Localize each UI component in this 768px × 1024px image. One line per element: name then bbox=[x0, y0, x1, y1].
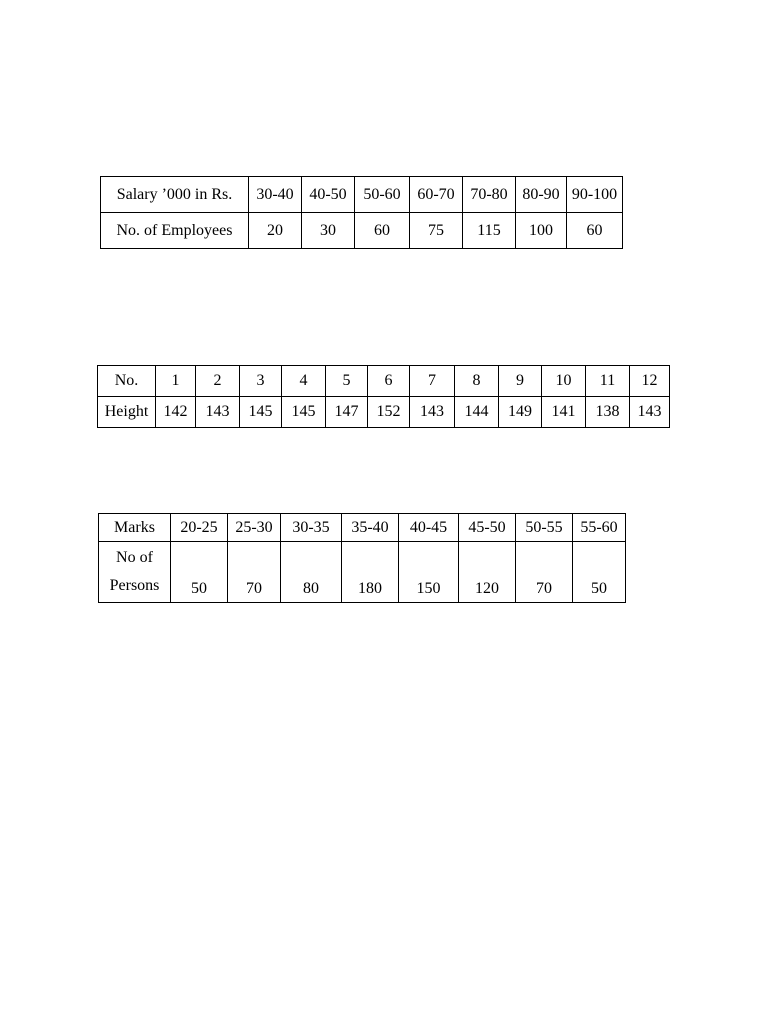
number-cell: 4 bbox=[282, 366, 326, 397]
number-cell: 7 bbox=[410, 366, 455, 397]
height-cell: 138 bbox=[586, 397, 630, 428]
number-row bbox=[98, 366, 670, 397]
height-cell: 145 bbox=[282, 397, 326, 428]
height-cell: 149 bbox=[499, 397, 542, 428]
number-cell: 10 bbox=[542, 366, 586, 397]
marks-header: Marks bbox=[99, 514, 171, 542]
salary-range-row bbox=[101, 177, 623, 213]
height-cell: 147 bbox=[326, 397, 368, 428]
marks-range-cell: 25-30 bbox=[228, 514, 281, 542]
number-cell: 5 bbox=[326, 366, 368, 397]
persons-cell: 50 bbox=[573, 542, 626, 603]
height-cell: 143 bbox=[196, 397, 240, 428]
marks-range-cell: 40-45 bbox=[399, 514, 459, 542]
persons-cell: 180 bbox=[342, 542, 399, 603]
marks-range-cell: 30-35 bbox=[281, 514, 342, 542]
height-header: Height bbox=[98, 397, 156, 428]
number-cell: 12 bbox=[630, 366, 670, 397]
number-cell: 11 bbox=[586, 366, 630, 397]
height-cell: 142 bbox=[156, 397, 196, 428]
number-cell: 2 bbox=[196, 366, 240, 397]
number-header: No. bbox=[98, 366, 156, 397]
salary-range-cell: 40-50 bbox=[302, 177, 355, 213]
employee-count-cell: 20 bbox=[249, 213, 302, 249]
salary-row-header: Salary ’000 in Rs. bbox=[101, 177, 249, 213]
persons-cell: 150 bbox=[399, 542, 459, 603]
employee-count-cell: 30 bbox=[302, 213, 355, 249]
marks-range-cell: 20-25 bbox=[171, 514, 228, 542]
height-cell: 141 bbox=[542, 397, 586, 428]
number-cell: 6 bbox=[368, 366, 410, 397]
salary-range-cell: 60-70 bbox=[410, 177, 463, 213]
height-cell: 143 bbox=[630, 397, 670, 428]
height-cell: 144 bbox=[455, 397, 499, 428]
persons-cell: 50 bbox=[171, 542, 228, 603]
number-cell: 8 bbox=[455, 366, 499, 397]
employee-count-cell: 75 bbox=[410, 213, 463, 249]
height-table bbox=[97, 365, 670, 428]
height-cell: 145 bbox=[240, 397, 282, 428]
marks-range-row bbox=[99, 514, 626, 542]
number-cell: 1 bbox=[156, 366, 196, 397]
number-cell: 3 bbox=[240, 366, 282, 397]
marks-range-cell: 35-40 bbox=[342, 514, 399, 542]
marks-range-cell: 50-55 bbox=[516, 514, 573, 542]
persons-cell: 70 bbox=[228, 542, 281, 603]
number-cell: 9 bbox=[499, 366, 542, 397]
salary-range-cell: 90-100 bbox=[567, 177, 623, 213]
employee-count-cell: 100 bbox=[516, 213, 567, 249]
salary-range-cell: 80-90 bbox=[516, 177, 567, 213]
employee-count-cell: 60 bbox=[567, 213, 623, 249]
salary-range-cell: 30-40 bbox=[249, 177, 302, 213]
persons-header-line-1: No of bbox=[116, 549, 153, 566]
persons-cell: 70 bbox=[516, 542, 573, 603]
employee-count-cell: 115 bbox=[463, 213, 516, 249]
height-cell: 143 bbox=[410, 397, 455, 428]
salary-range-cell: 70-80 bbox=[463, 177, 516, 213]
height-cell: 152 bbox=[368, 397, 410, 428]
persons-cell: 120 bbox=[459, 542, 516, 603]
persons-cell: 80 bbox=[281, 542, 342, 603]
persons-row bbox=[99, 542, 626, 603]
persons-header bbox=[99, 542, 171, 603]
marks-range-cell: 45-50 bbox=[459, 514, 516, 542]
height-row bbox=[98, 397, 670, 428]
employee-count-row bbox=[101, 213, 623, 249]
salary-table bbox=[100, 176, 623, 249]
persons-header-line-2: Persons bbox=[109, 577, 160, 594]
employee-count-header: No. of Employees bbox=[101, 213, 249, 249]
marks-range-cell: 55-60 bbox=[573, 514, 626, 542]
marks-table bbox=[98, 513, 626, 603]
salary-range-cell: 50-60 bbox=[355, 177, 410, 213]
employee-count-cell: 60 bbox=[355, 213, 410, 249]
